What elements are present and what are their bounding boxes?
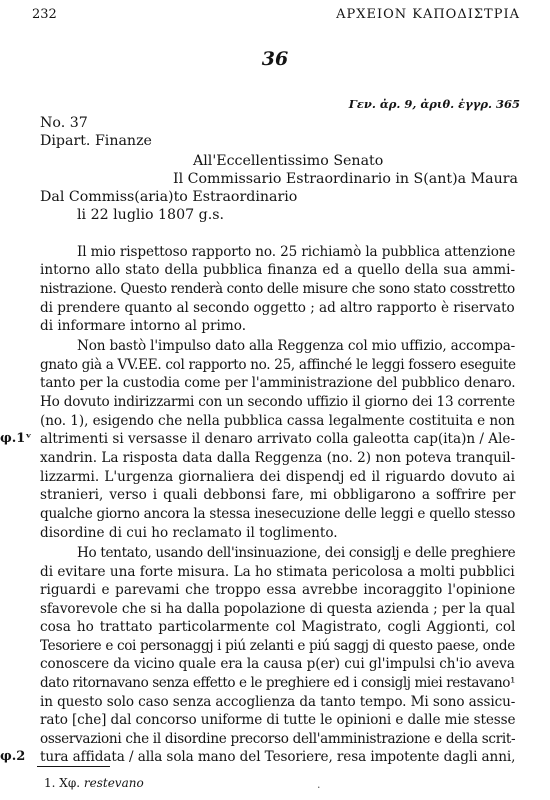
body-line: Il mio rispettoso rapporto no. 25 richiamò la pubblica attenzione <box>77 244 516 260</box>
body-line: sfavorevole che si ha dalla popolazione di questa azienda ; per la qual <box>40 601 516 617</box>
body-line: gnato già a VV.EE. col rapporto no. 25, affinché le leggi fossero eseguite <box>40 357 516 373</box>
footnote-number: 1. <box>44 776 56 790</box>
body-line: lizzarmi. L'urgenza giornaliera dei dispendj ed il riguardo dovuto ai <box>40 469 515 485</box>
body-line: tanto per la custodia come per l'amministrazione del pubblico denaro. <box>40 375 516 391</box>
body-line: stranieri, verso i quali debbonsi fare, mi obbligarono a soffrire per <box>40 487 516 503</box>
letter-header-line: Il Commissario Estraordinario in S(ant)a Maura <box>173 171 518 187</box>
body-line: Ho tentato, usando dell'insinuazione, dei consiglj e delle preghiere <box>77 545 516 561</box>
body-line: dato ritornavano senza effetto e le preghiere ed i consiglj miei restavano¹ <box>40 675 516 691</box>
body-line: xandrin. La risposta data dalla Reggenza (no. 2) non poteva tranquil- <box>40 450 516 466</box>
document-number: 36 <box>261 48 289 70</box>
body-line: Tesoriere e coi personaggj i piú zelanti e piú saggj di questo paese, onde <box>40 638 515 654</box>
footnote <box>44 776 144 790</box>
body-line: intorno allo stato della pubblica finanza ed a quello della sua ammi- <box>40 262 516 278</box>
body-line: cosa ho trattato particolarmente col Magistrato, cogli Aggionti, col <box>40 619 516 635</box>
footnote-label: Χφ. <box>59 776 81 790</box>
letter-header-line: Dal Commiss(aria)to Estraordinario <box>40 189 298 205</box>
footnote-text: restevano <box>83 776 144 790</box>
body-line: tura affidata / alla sola mano del Tesoriere, resa impotente dagli anni, <box>40 749 516 765</box>
body-line: osservazioni che il disordine precorso dell'amministrazione e della scrit- <box>40 731 516 747</box>
body-line: conoscere da vicino quale era la causa p(er) cui gl'impulsi ch'io aveva <box>40 656 515 672</box>
archive-reference: Γεν. ἀρ. 9, ἀριθ. ἐγγρ. 365 <box>348 97 520 111</box>
stray-mark: · <box>317 781 321 794</box>
body-line: disordine di cui ho reclamato il toglimento. <box>40 525 338 541</box>
body-line: rato [che] dal concorso uniforme di tutte le opinioni e dalle mie stesse <box>40 712 516 728</box>
body-line: Ho dovuto indirizzarmi con un secondo uffizio il giorno dei 13 corrente <box>40 394 515 410</box>
body-line: in questo solo caso senza accoglienza da tanto tempo. Mi sono assicu- <box>40 694 516 710</box>
body-line: di prendere quanto al secondo oggetto ; ad altro rapporto è riservato <box>40 300 515 316</box>
letter-header-line: All'Eccellentissimo Senato <box>193 153 384 169</box>
letter-header-line: Dipart. Finanze <box>40 133 152 149</box>
body-line: qualche giorno ancora la stessa inesecuzione delle leggi e quello stesso <box>40 506 516 522</box>
letter-header-line: No. 37 <box>40 115 88 131</box>
letter-header-line: li 22 luglio 1807 g.s. <box>77 207 225 223</box>
body-line: Non bastò l'impulso dato alla Reggenza col mio uffizio, accompa- <box>77 338 516 354</box>
body-line: riguardi e parevami che troppo essa avrebbe incoraggito l'opinione <box>40 582 516 598</box>
body-line: nistrazione. Questo renderà conto delle misure che sono stato cosstretto <box>40 281 515 297</box>
body-line: di informare intorno al primo. <box>40 318 247 334</box>
body-line: (no. 1), esigendo che nella pubblica cassa legalmente costituita e non <box>40 413 515 429</box>
footnote-rule <box>37 766 110 767</box>
running-title: ΑΡΧΕΙΟΝ ΚΑΠΟΔΙΣΤΡΙΑ <box>336 7 520 22</box>
body-line: altrimenti si versasse il denaro arrivato colla galeotta cap(ita)n / Ale- <box>40 431 516 447</box>
margin-folio-note: φ.2 <box>0 749 26 764</box>
page-number: 232 <box>32 7 57 22</box>
body-line: di evitare una forte misura. La ho stimata pericolosa a molti pubblici <box>40 564 515 580</box>
margin-folio-note: φ.1ᵛ <box>0 431 32 446</box>
